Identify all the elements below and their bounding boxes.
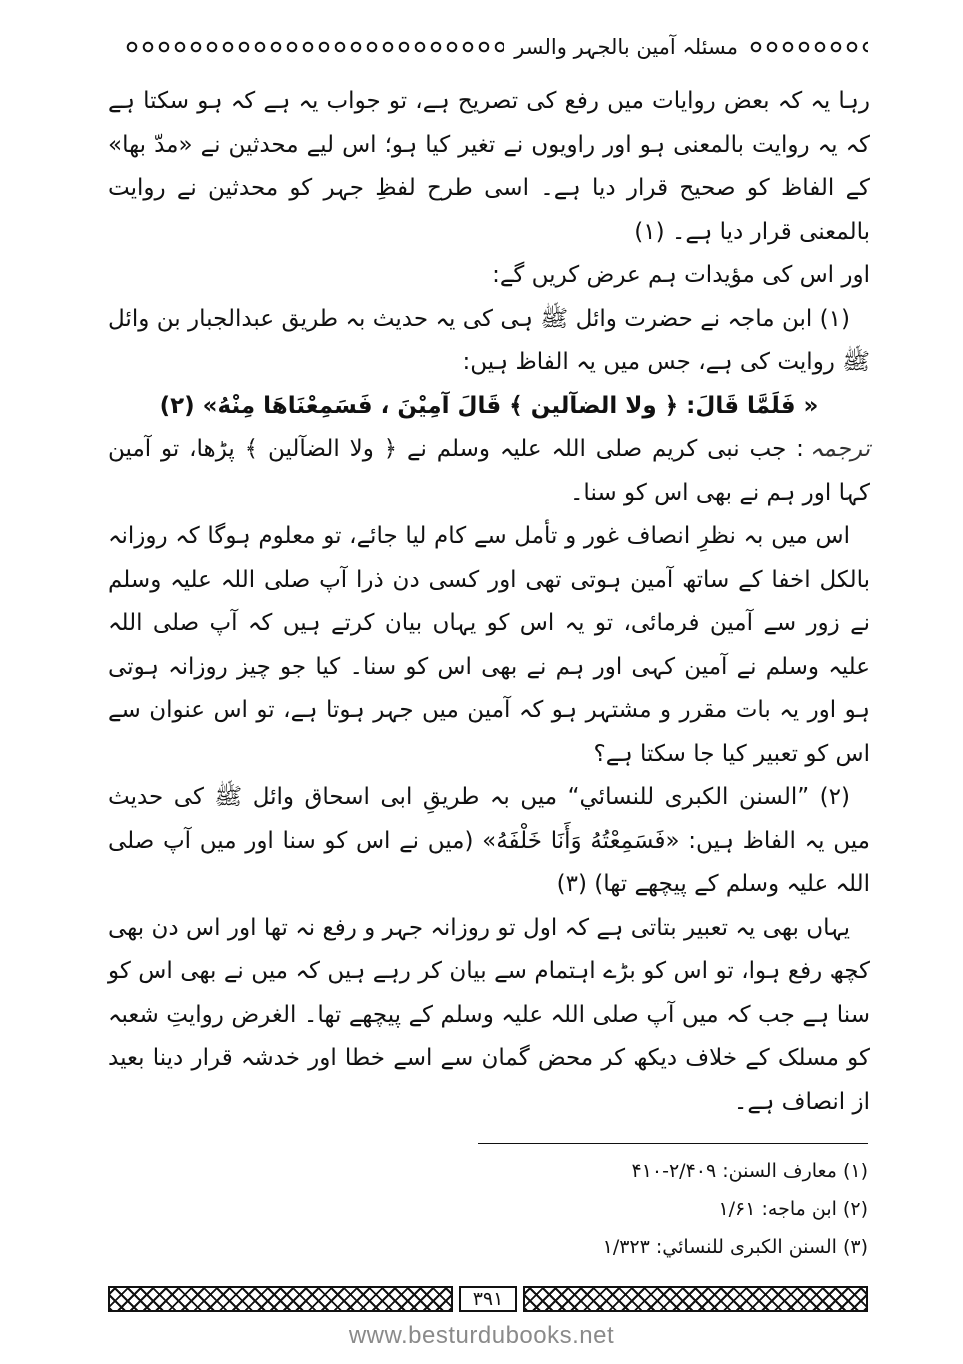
footnote-divider <box>478 1143 868 1144</box>
translation-text: : جب نبی کریم صلی اللہ علیہ وسلم نے ﴿ ولا الضآلين ﴾ پڑھا، تو آمین کہا اور ہم نے بھی اس کو سنا۔ <box>108 436 870 506</box>
footer-ornament-right <box>523 1286 868 1312</box>
paragraph-6: یہاں بھی یہ تعبیر بتاتی ہے کہ اول تو روزانہ جہر و رفع نہ تھا اور اس دن بھی کچھ رفع ہوا، تو اس کو بڑے اہتمام سے بیان کر رہے ہیں کہ میں نے بھی اس کو سنا ہے جب کہ میں آپ صلی اللہ علیہ وسلم کے پیچھے تھا۔ الغرض روایتِ شعبہ کو مسلک کے خلاف دیکھ کر محض گمان سے اسے خطا اور خدشہ قرار دینا بعید از انصاف ہے۔ <box>108 914 870 1115</box>
footnote-1: (۱) معارف السنن: ۲/۴۰۹-۴۱۰ <box>631 1160 868 1182</box>
paragraph-4: اس میں بہ نظرِ انصاف غور و تأمل سے کام لیا جائے، تو معلوم ہوگا کہ روزانہ بالکل اخفا کے ساتھ آمین ہوتی تھی اور کسی دن ذرا آپ صلی اللہ علیہ وسلم نے زور سے آمین فرمائی، تو یہ اس کو یہاں بیان کرتے ہیں کہ آپ صلی اللہ علیہ وسلم نے آمین کہی اور ہم نے بھی اس کو سنا۔ کیا جو چیز روزانہ ہوتی ہو اور یہ بات مقرر و مشتہر ہو کہ آمین میں جہر ہوتا ہے، تو اس عنوان سے اس کو تعبیر کیا جا سکتا ہے؟ <box>108 523 870 767</box>
arabic-hadith-quote: « فَلَمَّا قَالَ: ﴿ ولا الضآلين ﴾ قَالَ آمِيْنَ ، فَسَمِعْنَاهَا مِنْهُ» (۲) <box>159 392 819 419</box>
footer-ornament-left <box>108 1286 453 1312</box>
footnote-2: (۲) ابن ماجه: ۱/۶۱ <box>718 1198 868 1220</box>
paragraph-2: اور اس کی مؤیدات ہم عرض کریں گے: <box>492 262 870 288</box>
footnote-3: (۳) السنن الكبرى للنسائي: ۱/۳۲۳ <box>602 1236 868 1258</box>
header-title: مسئلہ آمین بالجہر والسر <box>514 35 738 59</box>
body-text <box>108 80 870 1124</box>
translation-paragraph <box>108 428 870 515</box>
header-ornament-left <box>124 40 504 54</box>
running-header <box>108 30 868 64</box>
header-ornament-right <box>748 40 868 54</box>
footnotes <box>108 1152 868 1266</box>
paragraph-1: رہا یہ کہ بعض روایات میں رفع کی تصریح ہے، تو جواب یہ ہے کہ ہو سکتا ہے کہ یہ روایت بالمعنی ہو اور راویوں نے تغیر کیا ہو؛ اس لیے محدثین نے «مدّ بها» کے الفاظ کو صحیح قرار دیا ہے۔ اسی طرح لفظِ جہر کو محدثین نے روایت بالمعنی قرار دیا ہے۔ (۱) <box>108 88 870 245</box>
paragraph-3: (۱) ابن ماجہ نے حضرت وائل ﷺ ہی کی یہ حدیث بہ طریق عبدالجبار بن وائل ﷺ روایت کی ہے، جس میں یہ الفاظ ہیں: <box>108 305 870 375</box>
paragraph-5: (۲) ”السنن الكبرى للنسائي“ میں بہ طریقِ ابی اسحاق وائل ﷺ کی حدیث میں یہ الفاظ ہیں: «فَسَمِعْتُهُ وَأَنَا خَلْفَهُ» (میں نے اس کو سنا اور میں آپ صلی اللہ علیہ وسلم کے پیچھے تھا) (۳) <box>108 784 870 897</box>
website-watermark: www.besturdubooks.net <box>348 1322 615 1349</box>
page-number: ۳۹۱ <box>459 1286 518 1312</box>
translation-label: ترجمہ <box>809 436 870 462</box>
page-footer <box>108 1284 868 1314</box>
